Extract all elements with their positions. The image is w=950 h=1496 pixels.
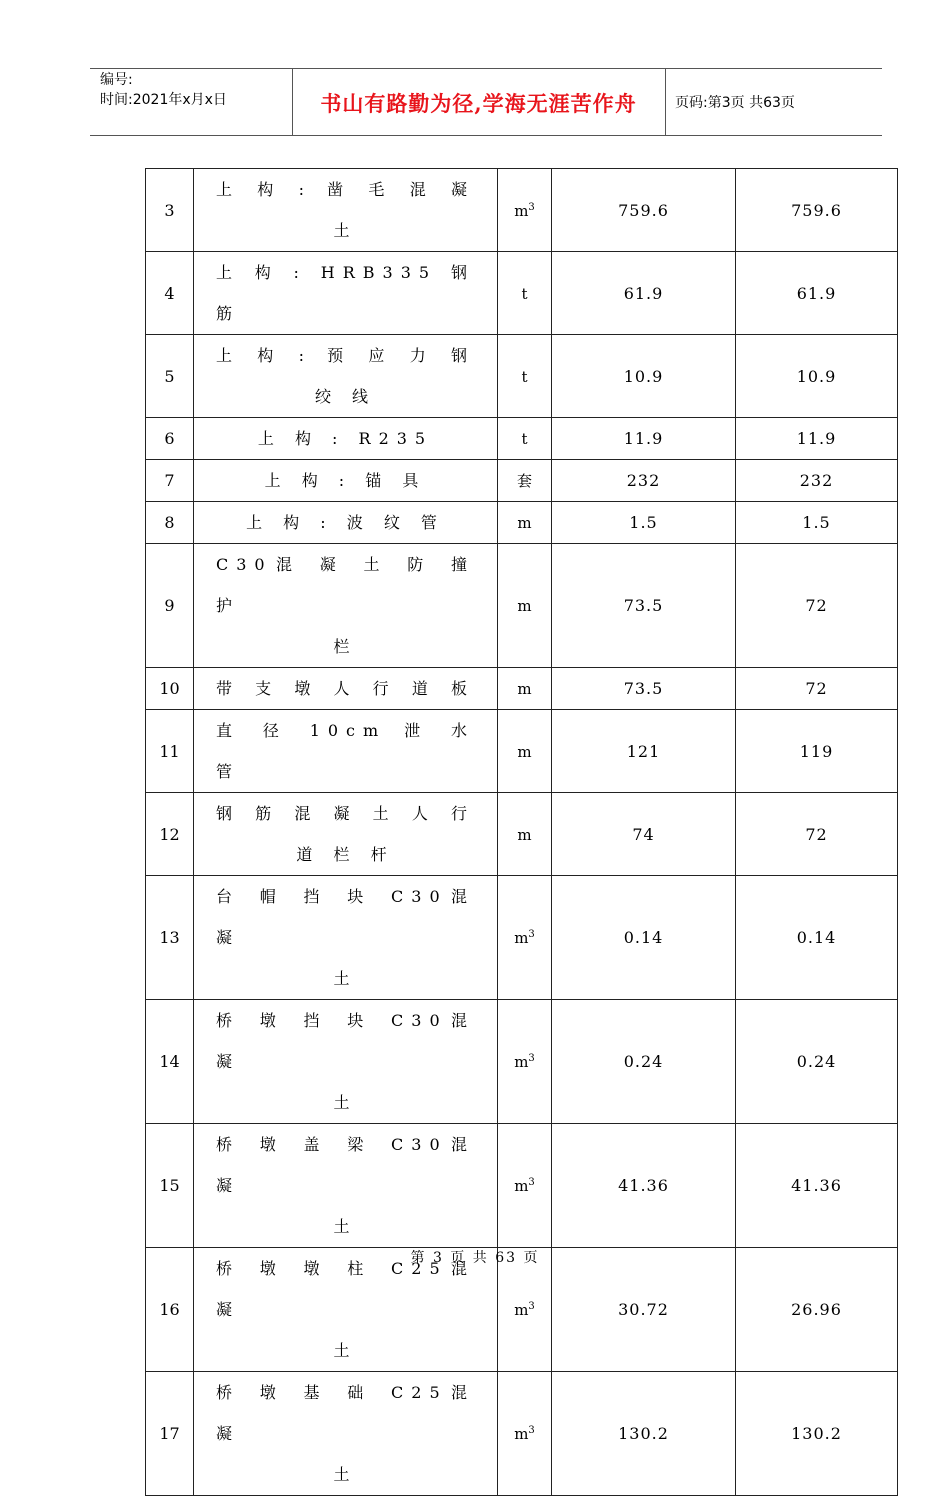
design-quantity-cell: 41.36 xyxy=(552,1124,736,1248)
actual-quantity-cell: 41.36 xyxy=(736,1124,898,1248)
unit-cell xyxy=(498,1000,552,1124)
row-number-cell: 6 xyxy=(146,418,194,460)
table-row xyxy=(146,1124,898,1248)
row-number-cell: 16 xyxy=(146,1248,194,1372)
item-name-line1: 桥 墩 盖 梁 C30混 凝 xyxy=(216,1135,475,1195)
design-quantity-cell: 759.6 xyxy=(552,169,736,252)
item-name-cell xyxy=(194,169,498,252)
row-number-cell: 14 xyxy=(146,1000,194,1124)
unit-cell xyxy=(498,418,552,460)
unit-text: m xyxy=(514,201,529,220)
unit-text: t xyxy=(521,284,528,303)
table-row xyxy=(146,460,898,502)
unit-text: m xyxy=(517,514,532,532)
item-name-line1: 上 构 : 凿 毛 混 凝 xyxy=(216,180,475,199)
table-row xyxy=(146,876,898,1000)
table-row xyxy=(146,502,898,544)
item-name-line1: 直 径 10cm 泄 水 管 xyxy=(216,721,475,781)
item-name-line2: 土 xyxy=(333,1217,358,1236)
item-name-cell xyxy=(194,876,498,1000)
item-name-line2: 绞 线 xyxy=(314,387,377,406)
actual-quantity-cell: 0.14 xyxy=(736,876,898,1000)
design-quantity-cell: 61.9 xyxy=(552,252,736,335)
unit-text: m xyxy=(517,742,532,761)
unit-text: m xyxy=(514,1425,529,1443)
unit-cell xyxy=(498,876,552,1000)
row-number-cell: 7 xyxy=(146,460,194,502)
unit-superscript: 3 xyxy=(528,1301,535,1312)
unit-text: t xyxy=(521,367,528,386)
design-quantity-cell: 130.2 xyxy=(552,1372,736,1496)
item-name-line1: 上 构 : 波 纹 管 xyxy=(246,513,445,532)
row-number-cell: 12 xyxy=(146,793,194,876)
actual-quantity-cell: 0.24 xyxy=(736,1000,898,1124)
design-quantity-cell: 0.24 xyxy=(552,1000,736,1124)
design-quantity-cell: 11.9 xyxy=(552,418,736,460)
design-quantity-cell: 0.14 xyxy=(552,876,736,1000)
item-name-line2: 土 xyxy=(333,1465,358,1484)
unit-superscript: 3 xyxy=(528,929,535,940)
row-number-cell: 5 xyxy=(146,335,194,418)
design-quantity-cell: 121 xyxy=(552,710,736,793)
unit-superscript: 3 xyxy=(528,1053,535,1064)
item-name-line2: 土 xyxy=(333,969,358,988)
item-name-cell xyxy=(194,710,498,793)
item-name-cell xyxy=(194,460,498,502)
unit-text: m xyxy=(514,1053,529,1071)
table-row xyxy=(146,1000,898,1124)
item-name-line2: 栏 xyxy=(333,637,358,656)
item-name-line1: 桥 墩 挡 块 C30混 凝 xyxy=(216,1011,475,1071)
unit-cell xyxy=(498,793,552,876)
row-number-cell: 13 xyxy=(146,876,194,1000)
item-name-line1: 桥 墩 墩 柱 C25混 凝 xyxy=(216,1259,475,1319)
unit-superscript: 3 xyxy=(528,1425,535,1436)
unit-cell xyxy=(498,710,552,793)
item-name-line1: 上 构 : 锚 具 xyxy=(264,471,427,490)
header-divider-right xyxy=(665,68,666,136)
item-name-line1: 上 构 : R235 xyxy=(257,429,434,448)
header-bottom-rule xyxy=(90,135,882,136)
actual-quantity-cell: 130.2 xyxy=(736,1372,898,1496)
footer-page-number: 第 3 页 共 63 页 xyxy=(410,1250,540,1266)
unit-superscript: 3 xyxy=(528,1177,535,1188)
unit-cell xyxy=(498,668,552,710)
item-name-line2: 土 xyxy=(333,1341,358,1360)
design-quantity-cell: 74 xyxy=(552,793,736,876)
table-row xyxy=(146,252,898,335)
item-name-line2: 道 栏 杆 xyxy=(296,845,395,864)
table-row xyxy=(146,793,898,876)
table-row xyxy=(146,335,898,418)
actual-quantity-cell: 72 xyxy=(736,544,898,668)
row-number-cell: 3 xyxy=(146,169,194,252)
item-name-line1: 带 支 墩 人 行 道 板 xyxy=(216,679,475,698)
unit-text: m xyxy=(514,929,529,947)
header-meta xyxy=(100,70,227,110)
row-number-cell: 10 xyxy=(146,668,194,710)
item-name-cell xyxy=(194,544,498,668)
actual-quantity-cell: 10.9 xyxy=(736,335,898,418)
quantity-table-body xyxy=(146,169,898,1496)
header-page-label: 页码:第3页 共63页 xyxy=(675,95,795,111)
design-quantity-cell: 232 xyxy=(552,460,736,502)
table-row xyxy=(146,544,898,668)
actual-quantity-cell: 11.9 xyxy=(736,418,898,460)
item-name-line1: 台 帽 挡 块 C30混 凝 xyxy=(216,887,475,947)
table-row xyxy=(146,710,898,793)
actual-quantity-cell: 232 xyxy=(736,460,898,502)
item-name-line1: 桥 墩 基 础 C25混 凝 xyxy=(216,1383,475,1443)
item-name-cell xyxy=(194,1124,498,1248)
actual-quantity-cell: 61.9 xyxy=(736,252,898,335)
item-name-cell xyxy=(194,1372,498,1496)
actual-quantity-cell: 119 xyxy=(736,710,898,793)
header-number-label: 编号: xyxy=(100,72,133,88)
unit-text: t xyxy=(521,430,528,448)
unit-superscript: 3 xyxy=(528,201,535,213)
row-number-cell: 15 xyxy=(146,1124,194,1248)
item-name-cell xyxy=(194,418,498,460)
row-number-cell: 4 xyxy=(146,252,194,335)
quantity-table xyxy=(145,168,898,1496)
unit-cell xyxy=(498,252,552,335)
item-name-line1: C30混 凝 土 防 撞 护 xyxy=(216,555,475,615)
unit-cell xyxy=(498,169,552,252)
item-name-cell xyxy=(194,252,498,335)
unit-text: m xyxy=(517,680,532,698)
unit-text: m xyxy=(517,825,532,844)
item-name-line2: 土 xyxy=(333,221,358,240)
row-number-cell: 11 xyxy=(146,710,194,793)
item-name-cell xyxy=(194,1000,498,1124)
actual-quantity-cell: 72 xyxy=(736,668,898,710)
table-row xyxy=(146,1372,898,1496)
unit-cell xyxy=(498,335,552,418)
row-number-cell: 9 xyxy=(146,544,194,668)
actual-quantity-cell: 72 xyxy=(736,793,898,876)
table-row xyxy=(146,668,898,710)
item-name-cell xyxy=(194,793,498,876)
row-number-cell: 8 xyxy=(146,502,194,544)
header-top-rule xyxy=(90,68,882,69)
row-number-cell: 17 xyxy=(146,1372,194,1496)
unit-cell xyxy=(498,1372,552,1496)
unit-text: m xyxy=(517,597,532,615)
design-quantity-cell: 1.5 xyxy=(552,502,736,544)
table-row xyxy=(146,418,898,460)
unit-cell xyxy=(498,1124,552,1248)
design-quantity-cell: 10.9 xyxy=(552,335,736,418)
unit-text: m xyxy=(514,1177,529,1195)
item-name-line2: 土 xyxy=(333,1093,358,1112)
design-quantity-cell: 73.5 xyxy=(552,668,736,710)
item-name-line1: 钢 筋 混 凝 土 人 行 xyxy=(216,804,475,823)
item-name-cell xyxy=(194,668,498,710)
table-row xyxy=(146,169,898,252)
unit-cell xyxy=(498,460,552,502)
item-name-cell xyxy=(194,502,498,544)
unit-text: m xyxy=(514,1301,529,1319)
item-name-cell xyxy=(194,335,498,418)
item-name-line1: 上 构 : 预 应 力 钢 xyxy=(216,346,475,365)
design-quantity-cell: 73.5 xyxy=(552,544,736,668)
header-time-label: 时间:2021年x月x日 xyxy=(100,92,227,108)
actual-quantity-cell: 1.5 xyxy=(736,502,898,544)
actual-quantity-cell: 26.96 xyxy=(736,1248,898,1372)
unit-cell xyxy=(498,502,552,544)
item-name-line1: 上 构 : HRB335 钢 筋 xyxy=(216,263,475,323)
unit-cell xyxy=(498,544,552,668)
unit-text: 套 xyxy=(516,472,532,490)
design-quantity-cell: 30.72 xyxy=(552,1248,736,1372)
header-motto: 书山有路勤为径,学海无涯苦作舟 xyxy=(320,91,637,116)
actual-quantity-cell: 759.6 xyxy=(736,169,898,252)
